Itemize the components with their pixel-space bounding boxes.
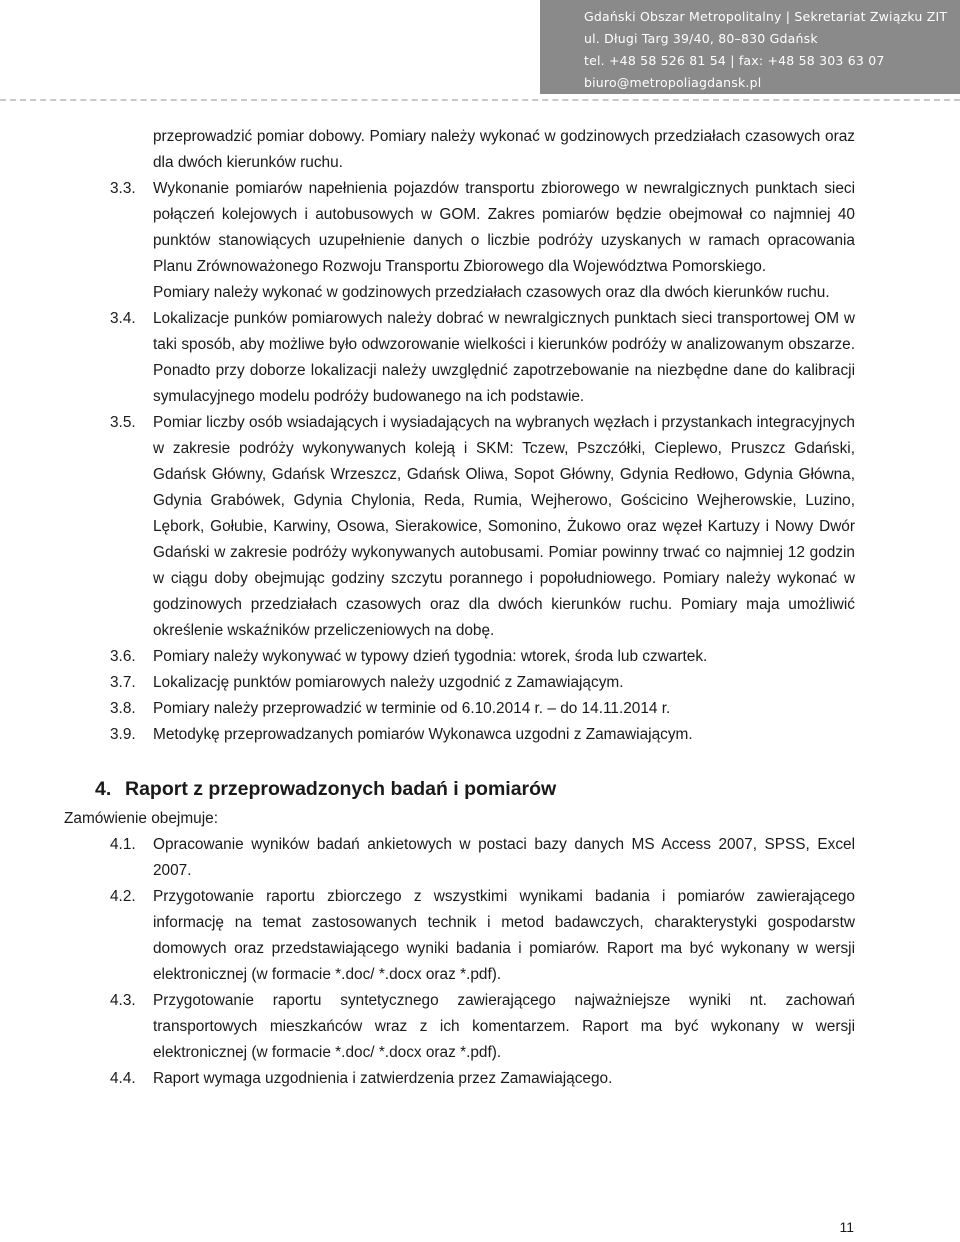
section-intro: Zamówienie obejmuje: <box>64 810 218 827</box>
item-extra-paragraph: Pomiary należy wykonać w godzinowych przedziałach czasowych oraz dla dwóch kierunków ruchu. <box>153 284 830 301</box>
list-item <box>0 176 960 280</box>
list-item <box>0 670 960 696</box>
document-body <box>0 124 960 1092</box>
item-number: 3.7. <box>110 674 136 691</box>
continuation-paragraph: przeprowadzić pomiar dobowy. Pomiary należy wykonać w godzinowych przedziałach czasowych oraz dla dwóch kierunków ruchu. <box>153 128 855 171</box>
letterhead-text <box>584 6 947 94</box>
header-divider <box>0 99 960 101</box>
item-number: 4.1. <box>110 836 136 853</box>
item-text: Przygotowanie raportu syntetycznego zawierającego najważniejsze wyniki nt. zachowań transportowych mieszkańców wraz z ich komentarzem. Raport ma być wykonany w wersji elektronicznej (w formacie *.doc/ *.docx oraz *.pdf). <box>153 992 855 1061</box>
item-text: Przygotowanie raportu zbiorczego z wszystkimi wynikami badania i pomiarów zawierającego informację na temat zastosowanych technik i metod badawczych, charakterystyki gospodarstw domowych oraz przedstawiającego wyniki badania i pomiarów. Raport ma być wykonany w wersji elektronicznej (w formacie *.doc/ *.docx oraz *.pdf). <box>153 888 855 983</box>
item-number: 4.3. <box>110 992 136 1009</box>
item-text: Raport wymaga uzgodnienia i zatwierdzenia przez Zamawiającego. <box>153 1070 613 1087</box>
list-item <box>0 306 960 410</box>
item-text: Pomiary należy wykonywać w typowy dzień tygodnia: wtorek, środa lub czwartek. <box>153 648 708 665</box>
item-text: Pomiar liczby osób wsiadających i wysiadających na wybranych węzłach i przystankach integracyjnych w zakresie podróży wykonywanych koleją i SKM: Tczew, Pszczółki, Cieplewo, Pruszcz Gdański, Gdańsk Główny, Gdańsk Wrzeszcz, Gdańsk Oliwa, Sopot Główny, Gdynia Redłowo, Gdynia Główna, Gdynia Grabówek, Gdynia Chylonia, Reda, Rumia, Wejherowo, Gościcino Wejherowskie, Luzino, Lębork, Gołubie, Karwiny, Osowa, Sierakowice, Somonino, Żukowo oraz węzeł Kartuzy i Nowy Dwór Gdański w zakresie podróży wykonywanych autobusami. Pomiar powinny trwać co najmniej 12 godzin w ciągu doby obejmując godziny szczytu porannego i popołudniowego. Pomiary należy wykonać w godzinowych przedziałach czasowych oraz dla dwóch kierunków ruchu. Pomiary maja umożliwić określenie wskaźników przeliczeniowych na dobę. <box>153 414 855 639</box>
item-number: 3.4. <box>110 310 136 327</box>
page-number: 11 <box>839 1219 854 1235</box>
item-text: Wykonanie pomiarów napełnienia pojazdów transportu zbiorowego w newralgicznych punktach sieci połączeń kolejowych i autobusowych w GOM. Zakres pomiarów będzie obejmował co najmniej 40 punktów stanowiących uzupełnienie danych o liczbie podróży uzyskanych w ramach opracowania Planu Zrównoważonego Rozwoju Transportu Zbiorowego dla Województwa Pomorskiego. <box>153 180 855 275</box>
list-item <box>0 884 960 988</box>
item-text: Lokalizację punktów pomiarowych należy uzgodnić z Zamawiającym. <box>153 674 624 691</box>
letterhead-banner <box>540 0 960 94</box>
list-item <box>0 988 960 1066</box>
item-text: Pomiary należy przeprowadzić w terminie od 6.10.2014 r. – do 14.11.2014 r. <box>153 700 671 717</box>
org-email: biuro@metropoliagdansk.pl <box>584 75 762 90</box>
item-number: 3.9. <box>110 726 136 743</box>
list-item <box>0 644 960 670</box>
item-number: 4.4. <box>110 1070 136 1087</box>
list-item <box>0 1066 960 1092</box>
item-number: 3.8. <box>110 700 136 717</box>
item-number: 3.5. <box>110 414 136 431</box>
list-item <box>0 722 960 748</box>
item-number: 3.3. <box>110 180 136 197</box>
list-item <box>0 832 960 884</box>
item-text: Metodykę przeprowadzanych pomiarów Wykonawca uzgodni z Zamawiającym. <box>153 726 693 743</box>
item-text: Lokalizacje punków pomiarowych należy dobrać w newralgicznych punktach sieci transportowej OM w taki sposób, aby możliwe było odwzorowanie wielkości i kierunków podróży w analizowanym obszarze. Ponadto przy doborze lokalizacji należy uwzględnić zapotrzebowanie na niezbędne dane do kalibracji symulacyjnego modelu podróży budowanego na ich podstawie. <box>153 310 855 405</box>
list-item <box>0 696 960 722</box>
item-number: 4.2. <box>110 888 136 905</box>
item-number: 3.6. <box>110 648 136 665</box>
org-name: Gdański Obszar Metropolitalny | Sekretariat Związku ZIT <box>584 9 948 24</box>
section-number: 4. <box>95 778 112 800</box>
item-text: Opracowanie wyników badań ankietowych w postaci bazy danych MS Access 2007, SPSS, Excel 2007. <box>153 836 855 879</box>
section-title: Raport z przeprowadzonych badań i pomiarów <box>125 778 557 800</box>
list-item <box>0 410 960 644</box>
org-address: ul. Długi Targ 39/40, 80–830 Gdańsk <box>584 31 818 46</box>
section-heading <box>95 772 960 806</box>
org-phone-fax: tel. +48 58 526 81 54 | fax: +48 58 303 63 07 <box>584 53 885 68</box>
